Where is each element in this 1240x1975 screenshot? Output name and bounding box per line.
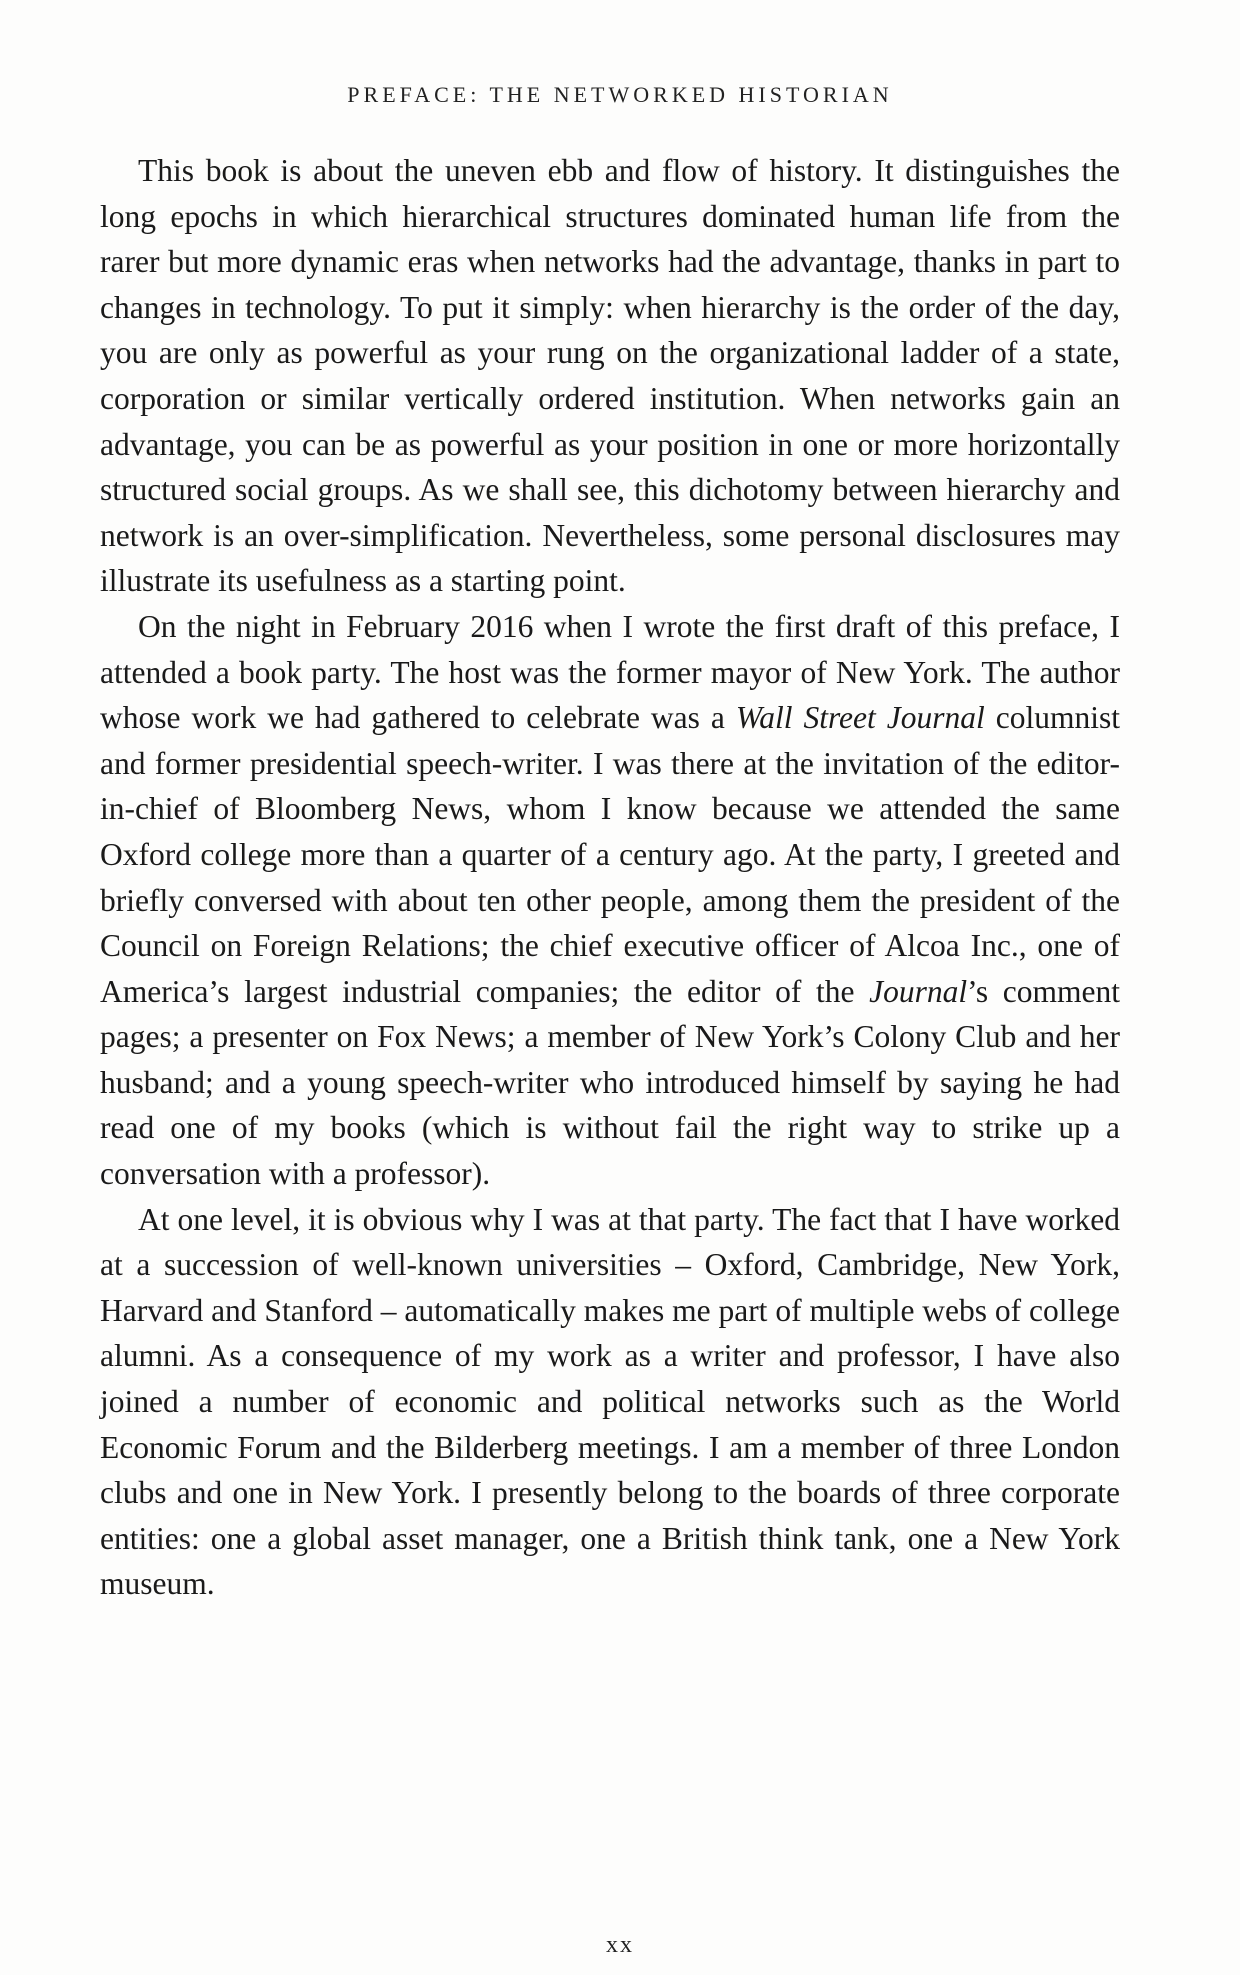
paragraph-3-text: At one level, it is obvious why I was at that party. The fact that I have worked at a succession of well-known universities – Oxford, Cambridge, New York, Harvard and Stanford – automatically makes me part of multiple webs of college alumni. As a consequence of my work as a writer and professor, I have also joined a number of economic and political networks such as the World Economic Forum and the Bilderberg meetings. I am a member of three London clubs and one in New York. I presently belong to the boards of three corporate entities: one a global asset manager, one a British think tank, one a New York museum.: [100, 1201, 1120, 1602]
paragraph-3: [100, 1197, 1120, 1607]
paragraph-2-text-c: ’s comment pages; a presenter on Fox News; a member of New York’s Colony Club and her husband; and a young speech-writer who introduced himself by saying he had read one of my books (which is without fail the right way to strike up a conversation with a professor).: [100, 973, 1120, 1192]
running-head: PREFACE: THE NETWORKED HISTORIAN: [347, 82, 893, 107]
paragraph-2-text-b: columnist and former presidential speech-writer. I was there at the invitation of the editor-in-chief of Bloomberg News, whom I know because we attended the same Oxford college more than a quarter of a century ago. At the party, I greeted and briefly conversed with about ten other people, among them the president of the Council on Foreign Relations; the chief executive officer of Alcoa Inc., one of America’s largest industrial companies; the editor of the: [100, 700, 1120, 1009]
paragraph-2: [100, 604, 1120, 1197]
italic-title-journal: Journal: [869, 973, 968, 1009]
body-text: [100, 148, 1120, 1607]
italic-title-wall-street-journal: Wall Street Journal: [735, 700, 985, 736]
paragraph-2-text-a: On the night in February 2016 when I wrote the first draft of this preface, I attended a book party. The host was the former mayor of New York. The author whose work we had gathered to celebrate was a: [100, 608, 1120, 736]
page-number: xx: [606, 1932, 634, 1958]
paragraph-1-text: This book is about the uneven ebb and flow of history. It distinguishes the long epochs in which hierarchical structures dominated human life from the rarer but more dynamic eras when networks had the advantage, thanks in part to changes in technology. To put it simply: when hierarchy is the order of the day, you are only as powerful as your rung on the organizational ladder of a state, corporation or similar vertically ordered institution. When networks gain an advantage, you can be as powerful as your position in one or more horizontally structured social groups. As we shall see, this dichotomy between hierarchy and network is an over-simplification. Nevertheless, some personal disclosures may illustrate its usefulness as a starting point.: [100, 153, 1120, 599]
paragraph-1: [100, 148, 1120, 604]
